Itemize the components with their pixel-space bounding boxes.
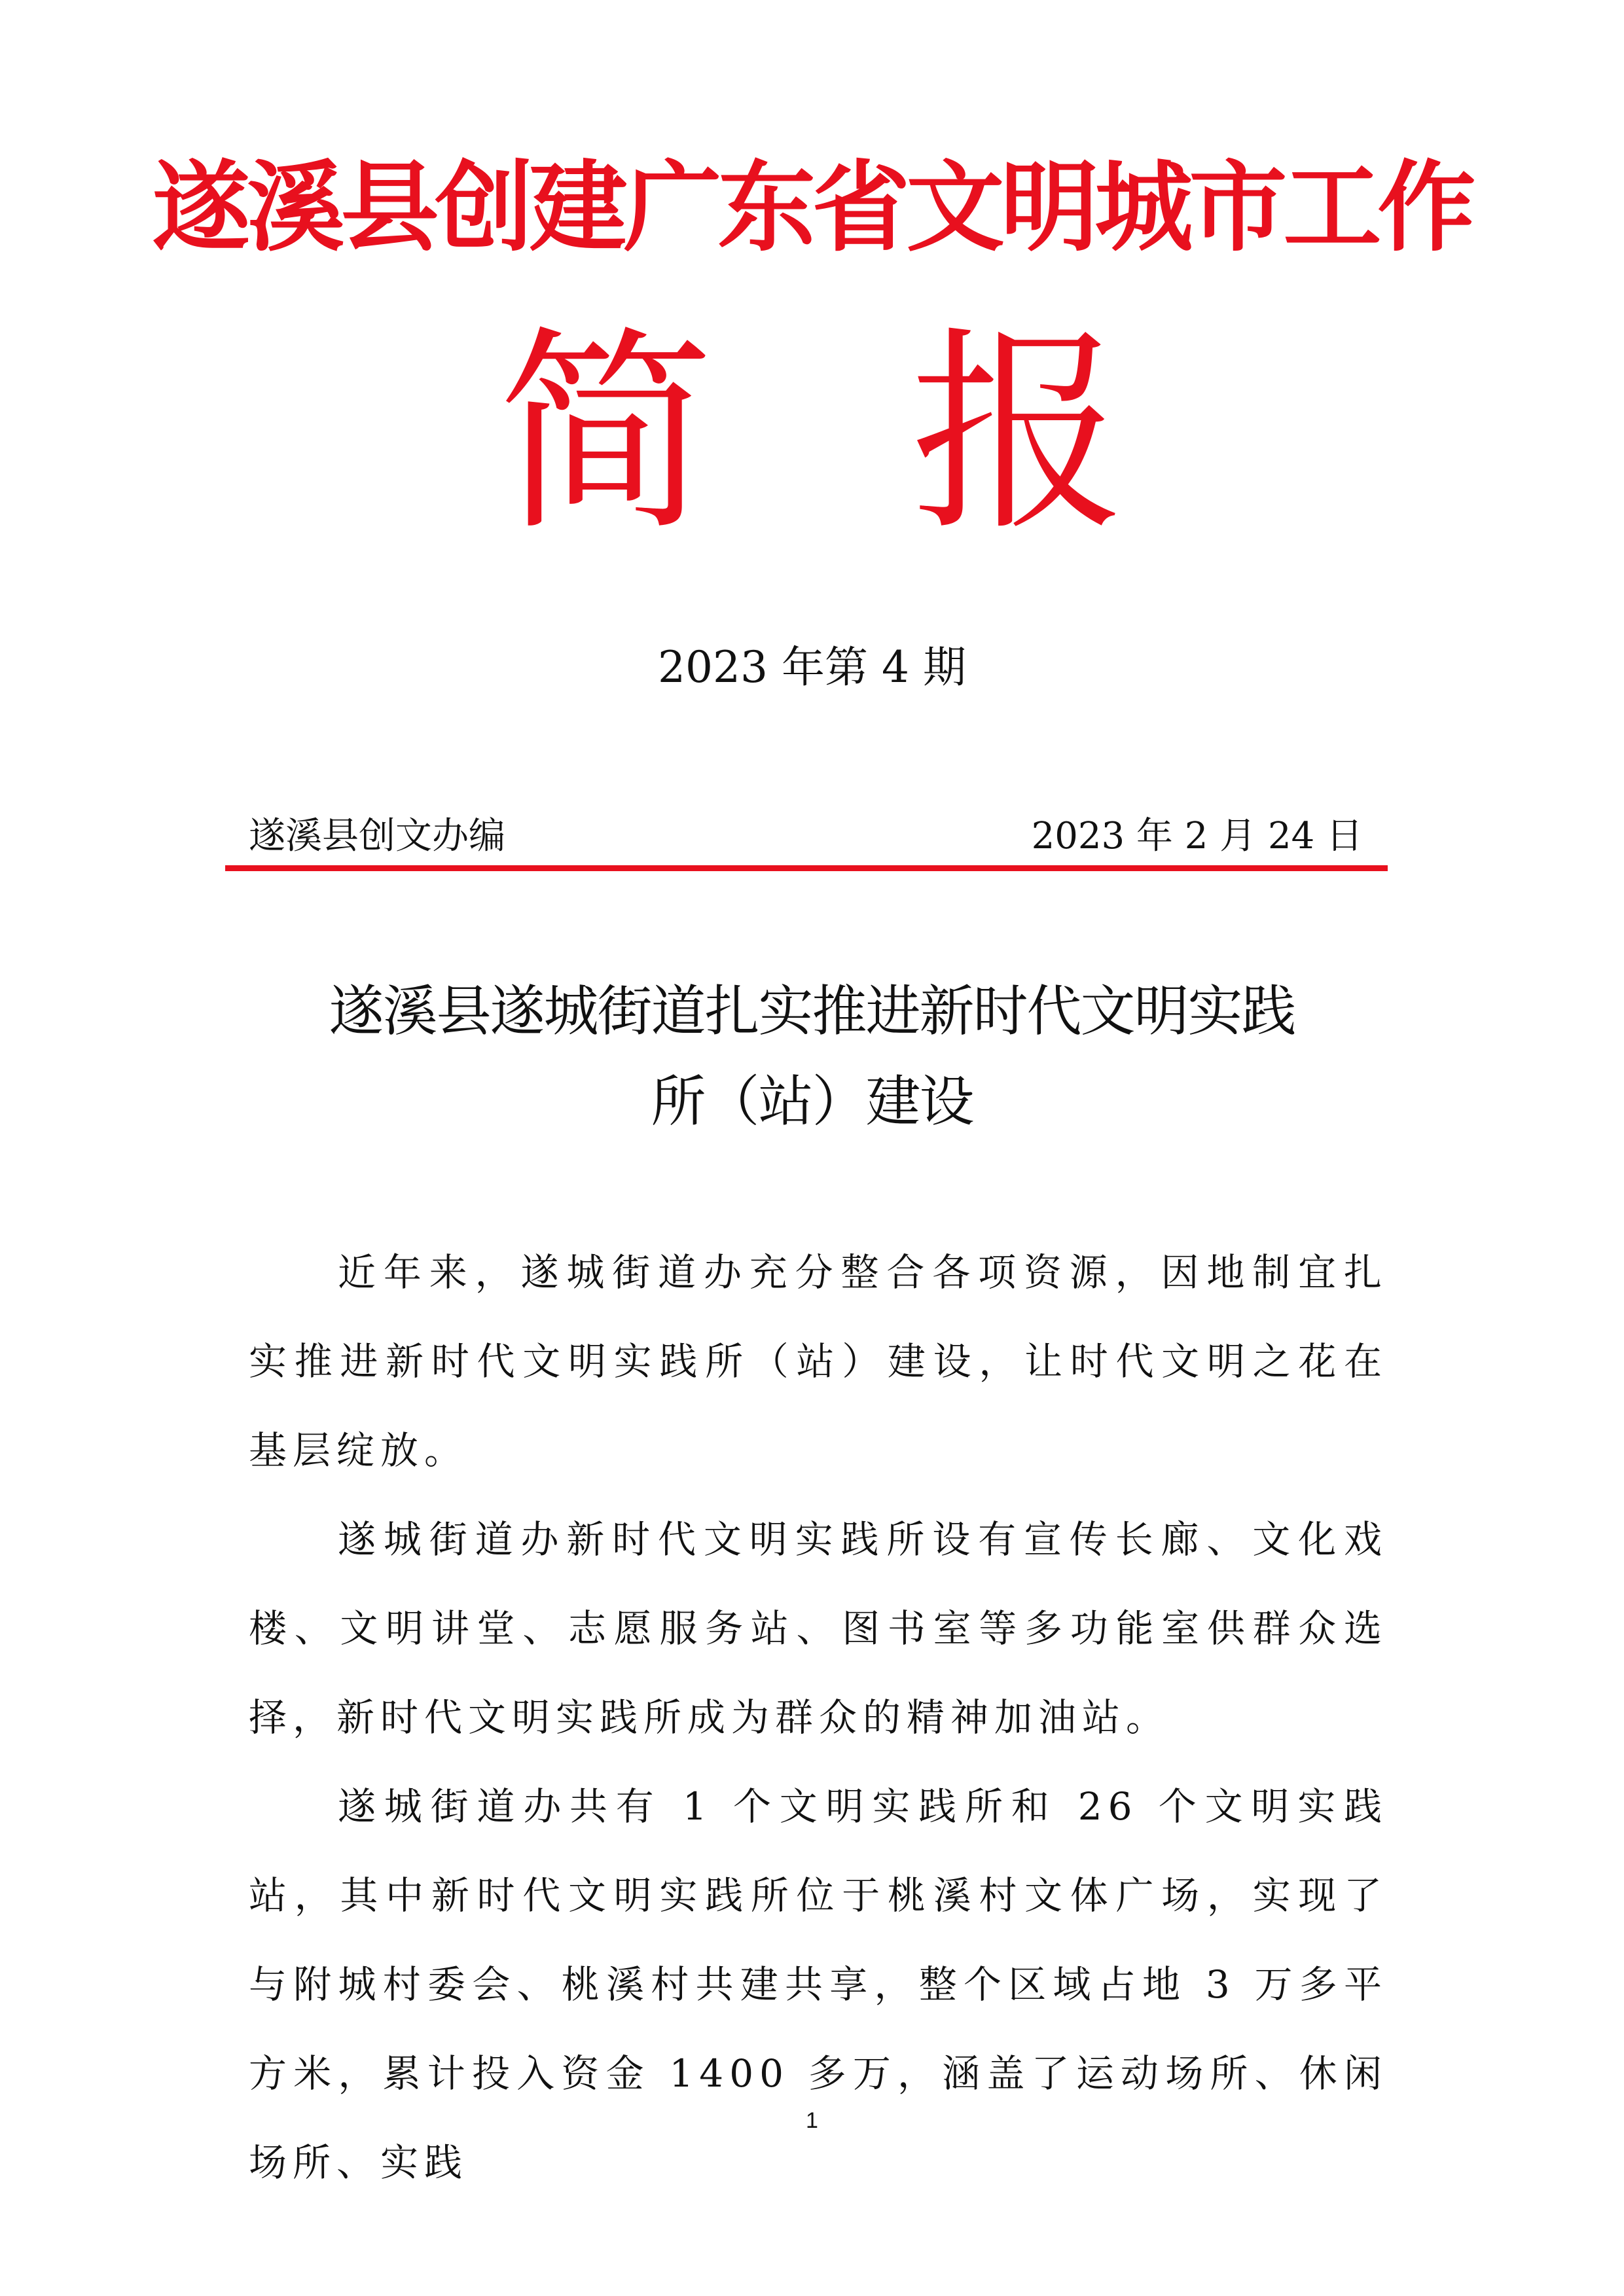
publish-date: 2023 年 2 月 24 日 (1031, 815, 1363, 857)
article-title-line-1: 遂溪县遂城街道扎实推进新时代文明实践 (329, 979, 1295, 1043)
article-paragraph: 遂城街道办新时代文明实践所设有宣传长廊、文化戏楼、文明讲堂、志愿服务站、图书室等多功能室供群众选择，新时代文明实践所成为群众的精神加油站。 (249, 1517, 1388, 1740)
masthead-title-right: 报 (910, 308, 1127, 560)
editor-label: 遂溪县创文办编 (249, 815, 505, 857)
article-paragraph: 近年来，遂城街道办充分整合各项资源，因地制宜扎实推进新时代文明实践所（站）建设，让时代文明之花在基层绽放。 (249, 1250, 1388, 1473)
masthead-title-left: 简 (497, 308, 714, 560)
page-number: 1 (806, 2108, 818, 2133)
meta-row (249, 810, 1375, 863)
article-paragraph: 遂城街道办共有 1 个文明实践所和 26 个文明实践站，其中新时代文明实践所位于桃溪村文体广场，实现了与附城村委会、桃溪村共建共享，整个区域占地 3 万多平方米，累计投入资金 1400 多万，涵盖了运动场所、休闲场所、实践 (249, 1784, 1388, 2185)
issue-number: 2023 年第 4 期 (658, 642, 966, 692)
red-divider (225, 865, 1388, 871)
article-title-line-2: 所（站）建设 (651, 1069, 973, 1134)
masthead-organization: 遂溪县创建广东省文明城市工作 (152, 151, 1472, 265)
masthead-title (0, 308, 1624, 560)
